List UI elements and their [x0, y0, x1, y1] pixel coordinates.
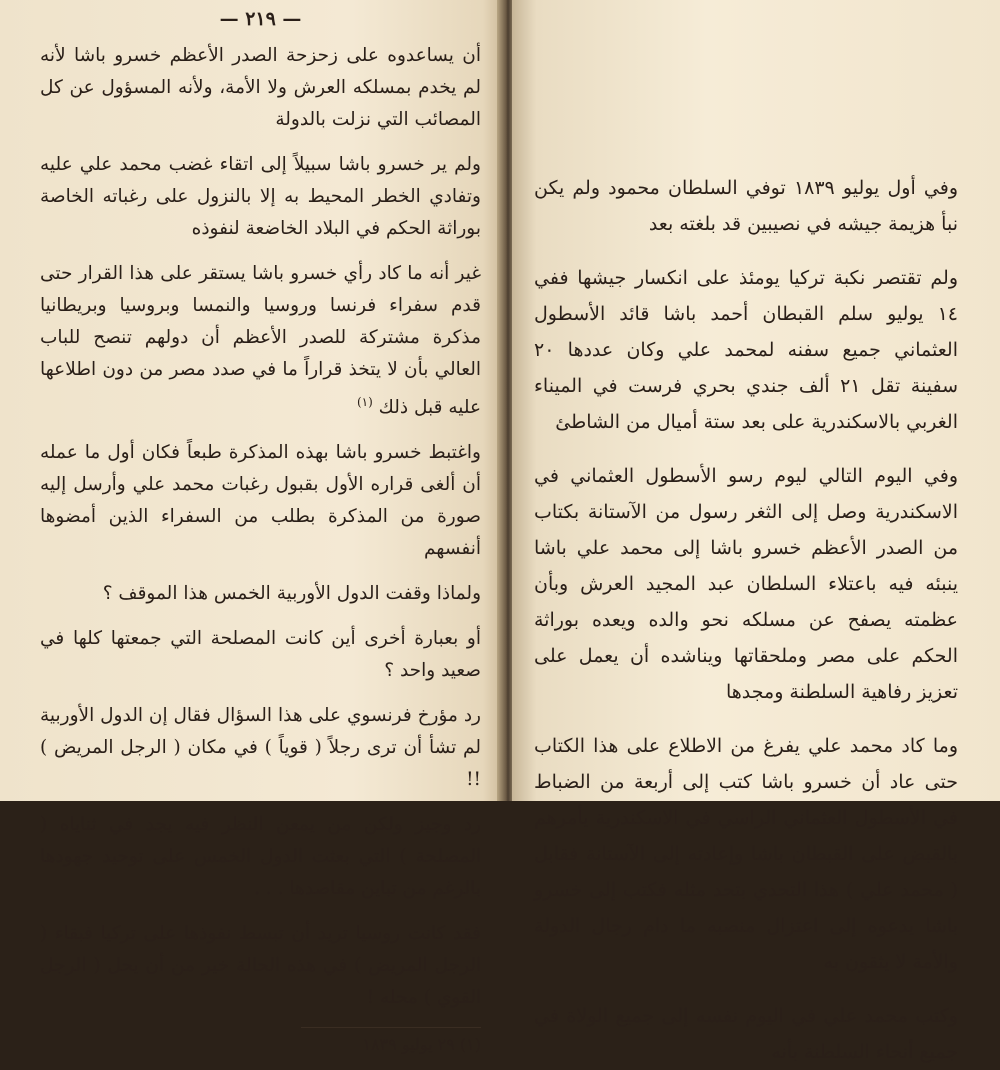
right-paragraph-4: وما كاد محمد علي يفرغ من الاطلاع على هذا الكتاب حتى عاد أن خسرو باشا كتب إلى أربعة من الضباط في الأسطول العثماني الراسي في الاسكندرية يأمرهم بالقبض على القبطان باشا وإعادته إلى الآستانة فقابل ( محمد علي ) هذا التحدي بتحد مثله فكتب إلى خسرو باشا يدعوه إلى اعتزال منصبه ما دام رجال الدولة والأمة لا يثقون به — [534, 735, 958, 973]
footnote: (١) ٢٩ يوليو ١٨٣٩ — [362, 1035, 481, 1055]
right-paragraph-2: ولم تقتصر نكبة تركيا يومئذ على انكسار جيشها ففي ١٤ يوليو سلم القبطان أحمد باشا قائد الأسطول العثماني جميع سفنه لمحمد علي وكان عددها ٢٠ سفينة تقل ٢١ ألف جندي بحري فرست في الميناء الغربي بالاسكندرية على بعد ستة أميال من الشاطئ — [534, 267, 958, 433]
left-paragraph-5: ولماذا وقفت الدول الأوربية الخمس هذا الموقف ؟ — [102, 583, 481, 605]
left-paragraph-2: ولم ير خسرو باشا سبيلاً إلى اتقاء غضب محمد علي عليه وتفادي الخطر المحيط به إلا بالنزول على رغباته الخاصة بوراثة الحكم في البلاد الخاضعة لنفوذه — [40, 154, 481, 239]
left-page — [0, 0, 503, 1055]
right-paragraph-3: وفي اليوم التالي ليوم رسو الأسطول العثماني في الاسكندرية وصل إلى الثغر رسول من الآستانة بكتاب من الصدر الأعظم خسرو باشا إلى محمد علي باشا ينبئه فيه باعتلاء السلطان عبد المجيد العرش وبأن عظمته يصفح عن مسلكه نحو والده ويعده بوراثة الحكم على مصر وملحقاتها ويناشده أن يعمل على تعزيز رفاهية السلطنة ومجدها — [534, 465, 958, 703]
left-paragraph-6: أو بعبارة أخرى أين كانت المصلحة التي جمعتها كلها في صعيد واحد ؟ — [40, 628, 481, 682]
left-paragraph-3 — [40, 258, 481, 424]
left-paragraph-1: أن يساعدوه على زحزحة الصدر الأعظم خسرو باشا لأنه لم يخدم بمسلكه العرش ولا الأمة، ولأنه المسؤول عن كل المصائب التي نزلت بالدولة — [40, 45, 481, 130]
left-paragraph-9: فقد كانت روسيا تريد أن تبسط نفوذها على تركيا فبقاء ( الرجل المريض ) في هذه الحالة خير من أن يحل ( الرجل القوي ) محله ! — [40, 923, 481, 1009]
left-paragraph-3-text: غير أنه ما كاد رأي خسرو باشا يستقر على هذا القرار حتى قدم سفراء فرنسا وروسيا والنمسا وبروسيا وبريطانيا مذكرة مشتركة للصدر الأعظم أن دولهم تنصح للباب العالي بأن لا يتخذ قراراً ما في صدد مصر من دون اطلاعها عليه قبل ذلك — [40, 263, 481, 419]
right-paragraph-5: وكتب محمد علي في اليوم نفسه إلى جميع الولاة في جميع أنحاء السلطنة بأنه — [534, 1005, 958, 1063]
left-paragraph-8: رد وجيز ولكن من يمعن النظر فيه يجد في ثناياه ( المصلحة ) التي بعثت الدول الخمس على توحيد جهودها بالرغم من تباين مقاصدها . . . — [40, 814, 481, 900]
left-paragraph-4: واغتبط خسرو باشا بهذه المذكرة طبعاً فكان أول ما عمله أن ألغى قراره الأول بقبول رغبات محمد علي وأرسل إليه صورة من المذكرة بطلب من السفراء الذين أمضوها أنفسهم — [40, 442, 481, 560]
footnote-divider — [301, 1027, 481, 1028]
footnote-marker: (١) — [356, 395, 373, 409]
page-number: — ٢١٩ — — [219, 8, 302, 30]
right-page — [512, 0, 1000, 1063]
left-paragraph-7: رد مؤرخ فرنسوي على هذا السؤال فقال إن الدول الأوربية لم تشأ أن ترى رجلاً ( قوياً ) في مكان ( الرجل المريض ) !! — [40, 705, 481, 791]
right-paragraph-1: وفي أول يوليو ١٨٣٩ توفي السلطان محمود ولم يكن نبأ هزيمة جيشه في نصيبين قد بلغته بعد — [534, 177, 958, 235]
